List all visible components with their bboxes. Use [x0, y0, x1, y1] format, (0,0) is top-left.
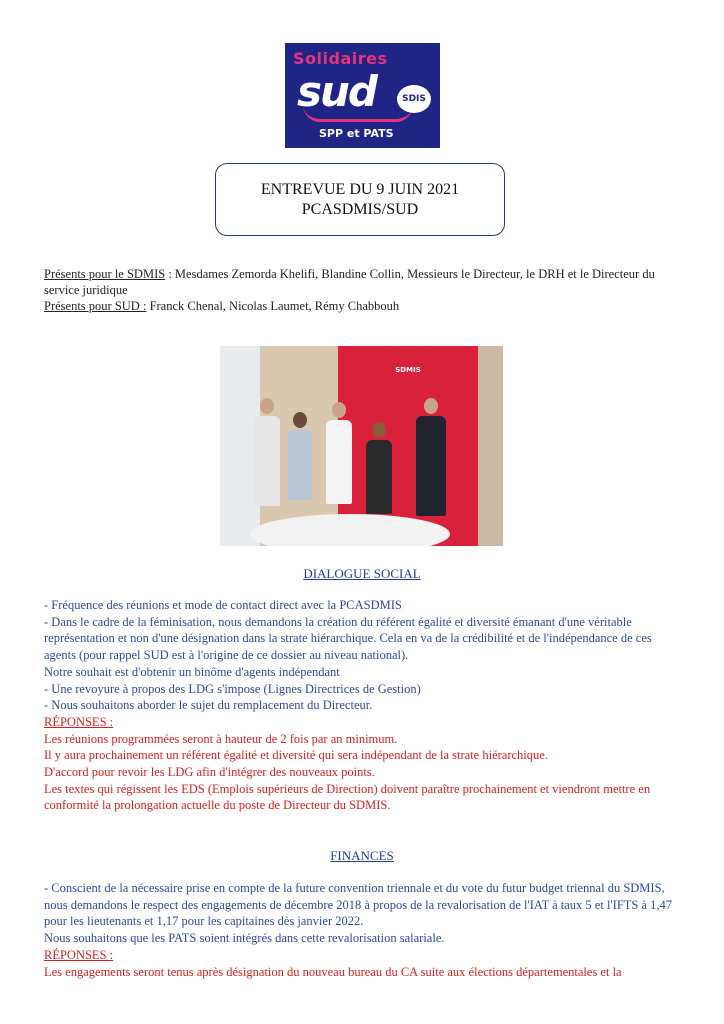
- finances-heading: FINANCES: [330, 848, 394, 863]
- dialogue-response: D'accord pour revoir les LDG afin d'intégrer des nouveaux points.: [44, 765, 375, 780]
- finances-item: Nous souhaitons que les PATS soient intégrés dans cette revalorisation salariale.: [44, 931, 445, 946]
- logo-bottom-text: SPP et PATS: [319, 127, 394, 140]
- logo-swoosh: [303, 105, 413, 122]
- person-1-head: [260, 398, 274, 414]
- person-2-head: [293, 412, 307, 428]
- finances-responses-label: RÉPONSES :: [44, 947, 114, 962]
- logo-top-text: Solidaires: [293, 49, 388, 68]
- sud-logo: [285, 43, 440, 148]
- dialogue-responses-label: RÉPONSES :: [44, 714, 114, 729]
- dialogue-heading: DIALOGUE SOCIAL: [303, 566, 421, 581]
- dialogue-item: - Une revoyure à propos des LDG s'impose (Lignes Directrices de Gestion): [44, 681, 421, 696]
- finances-response: Les engagements seront tenus après désignation du nouveau bureau du CA suite aux élections départementales et la: [44, 964, 622, 979]
- logo-main-text: sud: [297, 67, 376, 116]
- attendees-sud-label: Présents pour SUD :: [44, 299, 147, 313]
- person-1: [254, 416, 280, 506]
- dialogue-item: - Fréquence des réunions et mode de contact direct avec la PCASDMIS: [44, 598, 402, 612]
- dialogue-item: - Dans le cadre de la féminisation, nous demandons la création du référent égalité et diversité émanant d'une véritable représentation et non d'une désignation dans la strate hiérarchique. Cela en va de la crédibilité et de l'indépendance de ces agents (pour rappel SUD est à l'origine de ce dossier au niveau national).: [44, 614, 652, 663]
- person-3: [326, 420, 352, 504]
- attendees-sdmis-label: Présents pour le SDMIS: [44, 267, 166, 281]
- title-line-1: ENTREVUE DU 9 JUIN 2021: [260, 181, 460, 198]
- title-line-2: PCASDMIS/SUD: [301, 201, 419, 218]
- meeting-photo: [220, 346, 503, 546]
- finances-section: [44, 880, 684, 980]
- person-3-head: [332, 402, 346, 418]
- dialogue-response: Les textes qui régissent les EDS (Emplois supérieurs de Direction) doivent paraître prochainement et viendront mettre en conformité la prolongation actuelle du poste de Directeur du SDMIS.: [44, 781, 651, 813]
- person-5-head: [424, 398, 438, 414]
- photo-table: [250, 514, 450, 546]
- title-box: [215, 163, 505, 236]
- photo-right-wall: [478, 346, 503, 546]
- attendees-sud-text: Franck Chenal, Nicolas Laumet, Rémy Chabbouh: [146, 299, 400, 313]
- dialogue-item: - Nous souhaitons aborder le sujet du remplacement du Directeur.: [44, 698, 373, 713]
- dialogue-response: Il y aura prochainement un référent égalité et diversité qui sera indépendant de la strate hiérarchique.: [44, 748, 548, 763]
- dialogue-section: [44, 597, 684, 814]
- attendees-sud: [44, 298, 684, 314]
- dialogue-item: Notre souhait est d'obtenir un binôme d'agents indépendant: [44, 664, 340, 679]
- attendees: [44, 266, 684, 314]
- photo-backdrop-text: SDMIS: [395, 366, 421, 374]
- person-4: [366, 440, 392, 514]
- finances-item: - Conscient de la nécessaire prise en compte de la future convention triennale et du vote du futur budget triennal du SDMIS, nous demandons le respect des engagements de décembre 2018 à propos de la revalorisation de l'IAT à taux 5 et l'IFTS à 1,47 pour les lieutenants et 1,17 pour les capitaines dès janvier 2022.: [44, 881, 673, 929]
- person-4-head: [372, 422, 386, 438]
- dialogue-response: Les réunions programmées seront à hauteur de 2 fois par an minimum.: [44, 731, 398, 746]
- logo-badge: SDIS: [397, 85, 431, 113]
- attendees-sdmis-text: : Mesdames Zemorda Khelifi, Blandine Collin, Messieurs le Directeur, le DRH et le Directeur du service juridique: [44, 267, 655, 297]
- attendees-sdmis: [44, 266, 684, 298]
- person-2: [288, 430, 312, 500]
- person-5: [416, 416, 446, 516]
